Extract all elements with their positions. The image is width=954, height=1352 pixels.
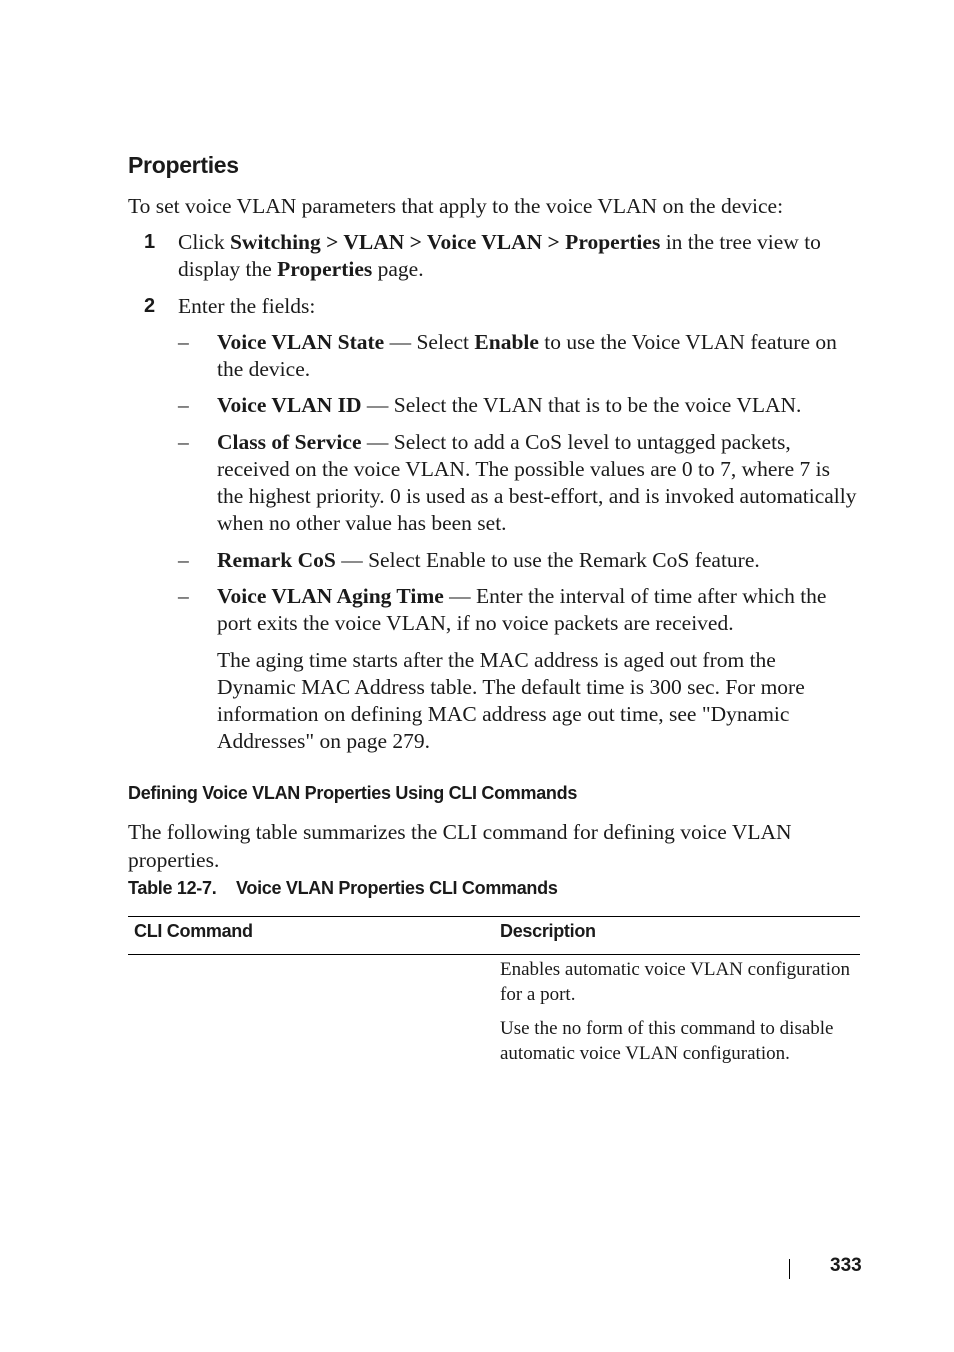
field-name: Voice VLAN ID [217, 393, 362, 417]
cli-intro-paragraph: The following table summarizes the CLI command for defining voice VLAN properties. [128, 820, 792, 872]
field-name: Class of Service [217, 430, 362, 454]
page-name: Properties [277, 257, 373, 281]
footer-divider [789, 1259, 790, 1279]
step-text: Click Switching > VLAN > Voice VLAN > Properties in the tree view to display the Properties page. [178, 230, 821, 281]
document-page: Properties To set voice VLAN parameters that apply to the voice VLAN on the device: 1 Click Switching > VLAN > Voice VLAN > Properties in the tree view to display the Properties page. 2 Enter the fields: – Voice VLAN State — Select Enable to use the Voice VLAN feature on the device. – Voice VLAN ID — Select the VLAN that is to be the voice VLAN. – Class of Service — Select to add a CoS level to untagged packets, received on the voice VLAN. The possible values are 0 to 7, where 7 is the highest priority. 0 is used as a best-effort, and is invoked automatically when no other value has been set. – Remark CoS — Select Enable to use the Remark CoS feature. – Voice VLAN Aging Time — Enter the interval of time after which the port exits the voice VLAN, if no voice packets are received. The aging time starts after the MAC address is aged out from the Dynamic MAC Address table. The default time is 300 sec. For more information on defining MAC address age out time, see "Dynamic Addresses" on page 279. Defining Voice VLAN Properties Using CLI Commands The following table summarizes the CLI command for defining voice VLAN properties. Table 12-7. Voice VLAN Properties CLI Commands CLI Command Description Enables automatic voice VLAN configuration for a port. Use the no form of this command to disable automatic voice VLAN configuration. 333 [0, 0, 954, 1352]
step-text: Enter the fields: [178, 294, 316, 318]
column-header-cli-command: CLI Command [134, 921, 253, 941]
cell-description-line-1: Enables automatic voice VLAN configuration for a port. [500, 959, 850, 1005]
step-number: 1 [144, 231, 156, 253]
table-caption [128, 878, 558, 899]
step-number: 2 [144, 295, 156, 317]
field-name: Remark CoS [217, 548, 336, 572]
table-top-rule [128, 916, 860, 917]
field-name: Voice VLAN State [217, 330, 385, 354]
cell-description-line-2: Use the no form of this command to disable automatic voice VLAN configuration. [500, 1018, 834, 1064]
section-heading-properties: Properties [128, 152, 239, 178]
menu-path: Switching > VLAN > Voice VLAN > Properties [229, 230, 661, 254]
table-header-rule [128, 954, 860, 955]
field-name: Voice VLAN Aging Time [217, 584, 444, 608]
aging-note-paragraph: The aging time starts after the MAC address is aged out from the Dynamic MAC Address table. The default time is 300 sec. For more information on defining MAC address age out time, see "Dynamic Addresses" on page 279. [217, 648, 805, 753]
intro-paragraph: To set voice VLAN parameters that apply to the voice VLAN on the device: [128, 194, 784, 218]
table-caption-label: Table 12-7. [128, 878, 217, 898]
table-caption-title: Voice VLAN Properties CLI Commands [236, 878, 558, 898]
page-number: 333 [830, 1255, 862, 1276]
cli-section-heading: Defining Voice VLAN Properties Using CLI Commands [128, 783, 578, 803]
column-header-description: Description [500, 921, 596, 941]
option-name: Enable [474, 330, 539, 354]
